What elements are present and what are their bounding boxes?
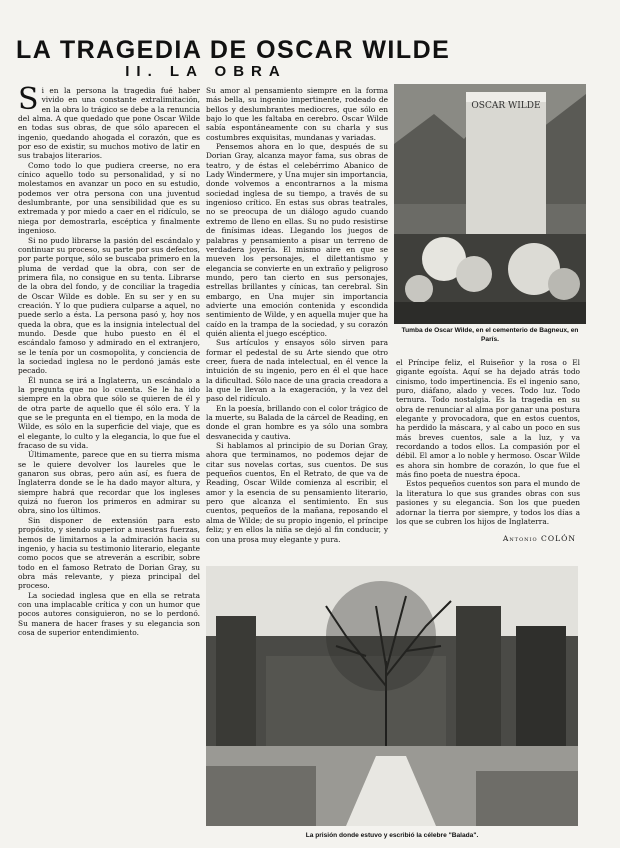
author-signature: Antonio COLÓN (502, 534, 576, 543)
tomb-caption: Tumba de Oscar Wilde, en el cementerio de Bagneux, en París. (401, 327, 579, 343)
article-column-3 (396, 358, 580, 534)
paragraph: Sin disponer de extensión para esto propósito, y siendo superior a nuestras fuerzas, hemos de limitarnos a la admiración hacia su ingenio, y hacia su testimonio literario, elegante como pocos que se atreverán a escribir, sobre todo en el famoso Retrato de Dorian Gray, su obra más relevante, y pieza principal del proceso. (18, 515, 200, 591)
paragraph: Si no pudo librarse la pasión del escándalo y continuar su proceso, su parte por sus defectos, por parte porque, sólo se buscaba primero en la pluma de verdad que la obra, con ser de primera fila, no consigue en su tenta. Librarse de la obra del fondo, y de conciliar la tragedia de Oscar Wilde es doble. En su ser y en su creación. Y lo que pudiera culparse a aquel, no puede serlo a ésta. La persona pasó y, hoy nos queda la obra, que es la insignia intelectual del mundo. Desde que hubo puesto en él el escándalo famoso y admirado en el extranjero, se le tenía por un cosmopolita, y conciencia de la sociedad inglesa no le perdonó jamás este pecado. (18, 235, 200, 376)
dropcap-letter: S (18, 86, 39, 117)
paragraph: Últimamente, parece que en su tierra misma se le quiere devolver los laureles que le ganaron sus obras, pero aún así, es fuera de Inglaterra donde se le ha dado mayor altura, y siempre habrá que recordar que los ingleses quizá no fueron los primeros en admirar su obra, sino los últimos. (18, 450, 200, 516)
paragraph: Pensemos ahora en lo que, después de su Dorian Gray, alcanza mayor fama, sus obras de teatro, y de éstas el celebérrimo Abanico de Lady Windermere, y Una mujer sin importancia, donde volvemos a encontrarnos a la misma sociedad inglesa de su tiempo, a través de su ingenioso crítico. En estas sus obras teatrales, no se preocupa de un diálogo agudo cuando extremo de lleno en ellas. Su no pudo resistirse de finísimas ideas. Llegando los juegos de palabras y pensamiento a pisar un terreno de verdadera joyería. El mismo aire en que se mueven los personajes, el dilettantismo y elegancia se convierte en un extraño y peligroso mundo, pero tan cierto en sus personajes, estrellas brillantes y cínicas, tan cerebral. Sin embargo, en Una mujer sin importancia advierte una emoción contenida y escondida sentimiento de Wilde, y en aquella mujer que ha caído en la trampa de la sociedad, y su corazón quién alienta el juego escéptico. (206, 142, 388, 338)
paragraph: Estos pequeños cuentos son para el mundo de la literatura lo que sus grandes obras con sus pasiones y su elegancia. Son los que pueden adornar la tierra por siempre, y todos los días a los que se cubren los hijos de Inglaterra. (396, 479, 580, 526)
paragraph: Sus artículos y ensayos sólo sirven para formar el pedestal de su Arte siendo que otro creer, fuera de nada intelectual, en él vence la intuición de su ingenio, pero en él el que hace la dificultad. Sólo nace de una gracia creadora a la que le llevan a la exageración, y la vez del paso del ridículo. (206, 338, 388, 404)
paragraph: el Príncipe feliz, el Ruiseñor y la rosa o El gigante egoísta. Aquí se ha dejado atrás todo cinismo, todo impertinencia. Es el ingenio sano, puro, diáfano, alado y veces. Todo luz. Todo ternura. Todo nostalgia. Es la tragedia en su obra de renunciar al alma por ganar una postura elegante y provocadora, que en estos cuentos, ha perdido la máscara, y al cabo un poco en sus más breves cuentos, sale a la luz, y va recordando a todos ellos. La compasión por el débil. El amor a lo noble y hermoso. Oscar Wilde es ahora sin hombre de corazón, lo que fue el más fino poeta de nuestra época. (396, 358, 580, 480)
article-column-1 (18, 86, 200, 840)
prison-caption: La prisión donde estuvo y escribió la célebre "Balada". (305, 832, 479, 839)
prison-photo (206, 566, 578, 826)
paragraph: i en la persona la tragedia fué haber vivido en una constante extralimitación, en la obra lo trágico se debe a la renuncia del alma. A que quedado que pone Oscar Wilde en todas sus obras, de que sólo aparecen el ingenio, quedando ahogada el corazón, que es por eso de existir, su muchos motivo de latir en sus trabajos literarios. (18, 86, 200, 161)
paragraph: Su amor al pensamiento siempre en la forma más bella, su ingenio impertinente, rodeado de bellos y deslumbrantes mediocres, que sólo en bajo lo que les faltaba en cerebro. Oscar Wilde sabía espontáneamente con su charla y sus costumbres exquisitas, mundanas y variadas. (206, 86, 388, 142)
paragraph: En la poesía, brillando con el color trágico de la muerte, su Balada de la cárcel de Reading, en donde el gran hombre es ya sólo una sombra desvanecida y cautiva. (206, 403, 388, 441)
article-subtitle: II. LA OBRA (125, 63, 287, 80)
paragraph: La sociedad inglesa que en ella se retrata con una implacable crítica y con un humor que pocos autores consiguieron, no se lo perdonó. Su manera de hacer frases y su elegancia son cosa de superior entendimiento. (18, 590, 200, 637)
tomb-inscription: OSCAR WILDE (471, 101, 541, 111)
article-title: LA TRAGEDIA DE OSCAR WILDE (16, 36, 451, 64)
article-column-2 (206, 86, 388, 558)
paragraph: Él nunca se irá a Inglaterra, un escándalo a la pregunta que no lo cuenta. Se le ha ido siempre en la obra que sólo se quieren de él y de otra parte de aquello que él sólo era. Y la que se le pregunta en el tiempo, en la moda de Wilde, es sólo en la superficie del viaje, que es el elegante, lo culto y la elegancia, lo que fue el fracaso de su vida. (18, 375, 200, 451)
paragraph: Como todo lo que pudiera creerse, no era cínico aquello todo su personalidad, y sí no molestamos en avanzar un poco en su estudio, podemos ver otra persona con una juventud deslumbrante, por una sensibilidad que es su extremada y por miedo a caer en el ridículo, se niega por demostrarla, escéptica y finalmente ingenioso. (18, 160, 200, 236)
tomb-photo (394, 84, 586, 324)
paragraph: Si hablamos al principio de su Dorian Gray, ahora que terminamos, no podemos dejar de citar sus novelas cortas, sus cuentos. De sus pequeños cuentos, En el Retrato, de que va de Reading, Oscar Wilde comienza al escribir, el amor y la esencia de su pensamiento literario, pero que alcanza el sentimiento. En sus cuentos, pequeños de la mañana, reposando el alma de Wilde; de su propio ingenio, el príncipe feliz; y en ellos la niña se dejó al fin conducir, y con una prosa muy elegante y pura. (206, 441, 388, 544)
